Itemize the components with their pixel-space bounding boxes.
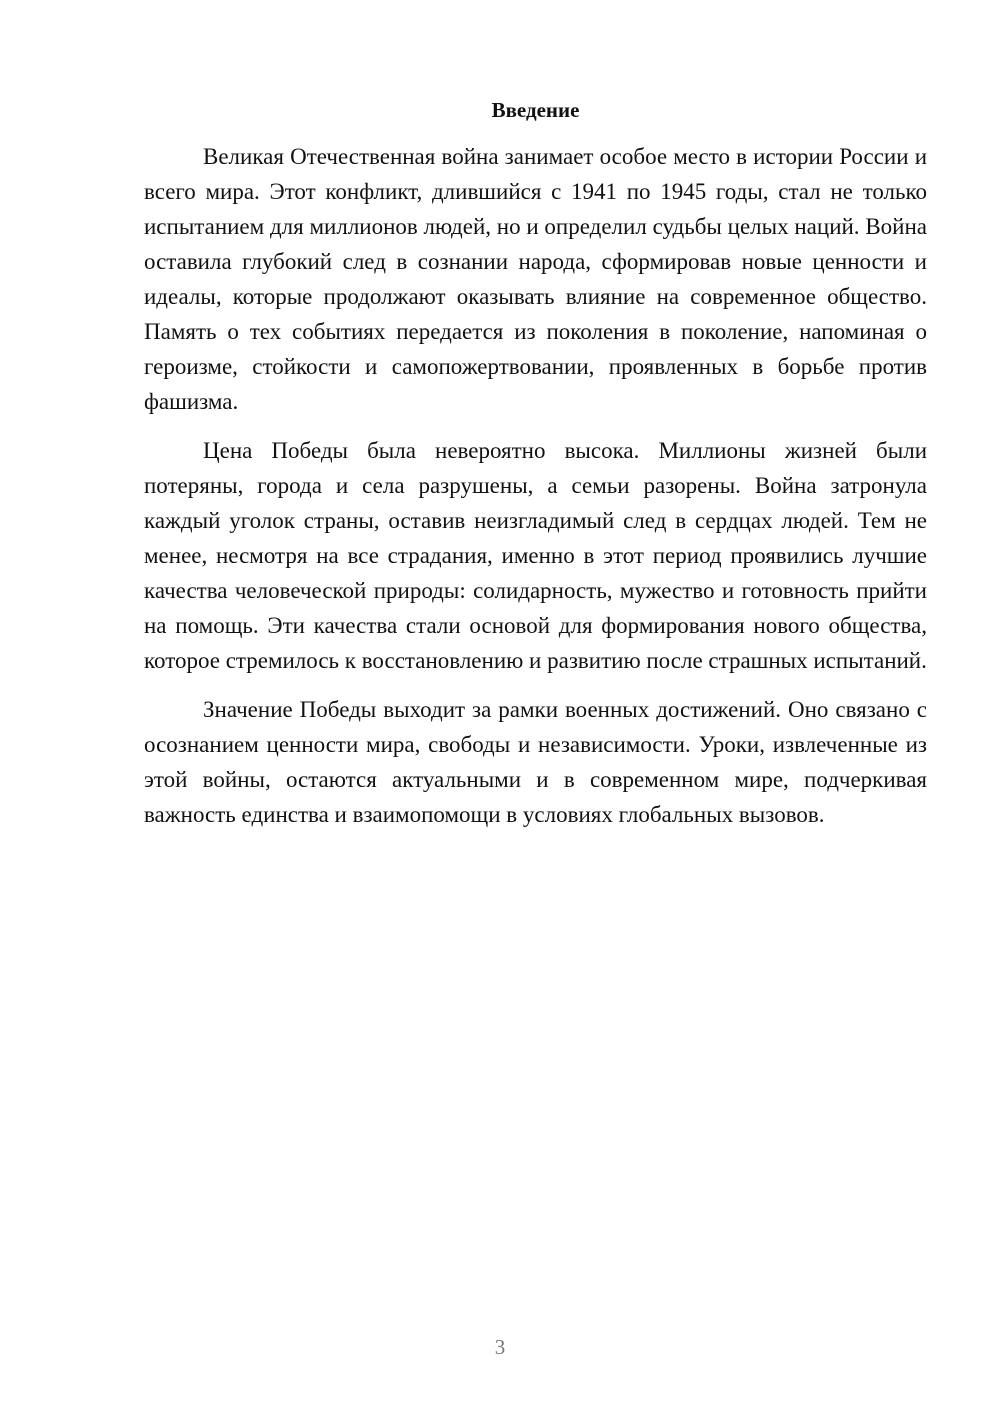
page-number: 3 xyxy=(494,1335,506,1359)
section-heading: Введение xyxy=(491,98,580,122)
paragraph-3: Значение Победы выходит за рамки военных достижений. Оно связано с осознанием ценности мира, свободы и независимости. Уроки, извлеченные из этой войны, остаются актуальными и в современном мире, подчеркивая важность единства и взаимопомощи в условиях глобальных вызовов. xyxy=(144,697,927,827)
paragraph-2: Цена Победы была невероятно высока. Миллионы жизней были потеряны, города и села разрушены, а семьи разорены. Война затронула каждый уголок страны, оставив неизгладимый след в сердцах людей. Тем не менее, несмотря на все страдания, именно в этот период проявились лучшие качества человеческой природы: солидарность, мужество и готовность прийти на помощь. Эти качества стали основой для формирования нового общества, которое стремилось к восстановлению и развитию после страшных испытаний. xyxy=(144,438,927,673)
page-content xyxy=(144,95,927,846)
paragraph-1: Великая Отечественная война занимает особое место в истории России и всего мира. Этот конфликт, длившийся с 1941 по 1945 годы, стал не только испытанием для миллионов людей, но и определил судьбы целых наций. Война оставила глубокий след в сознании народа, сформировав новые ценности и идеалы, которые продолжают оказывать влияние на современное общество. Память о тех событиях передается из поколения в поколение, напоминая о героизме, стойкости и самопожертвовании, проявленных в борьбе против фашизма. xyxy=(144,144,927,414)
